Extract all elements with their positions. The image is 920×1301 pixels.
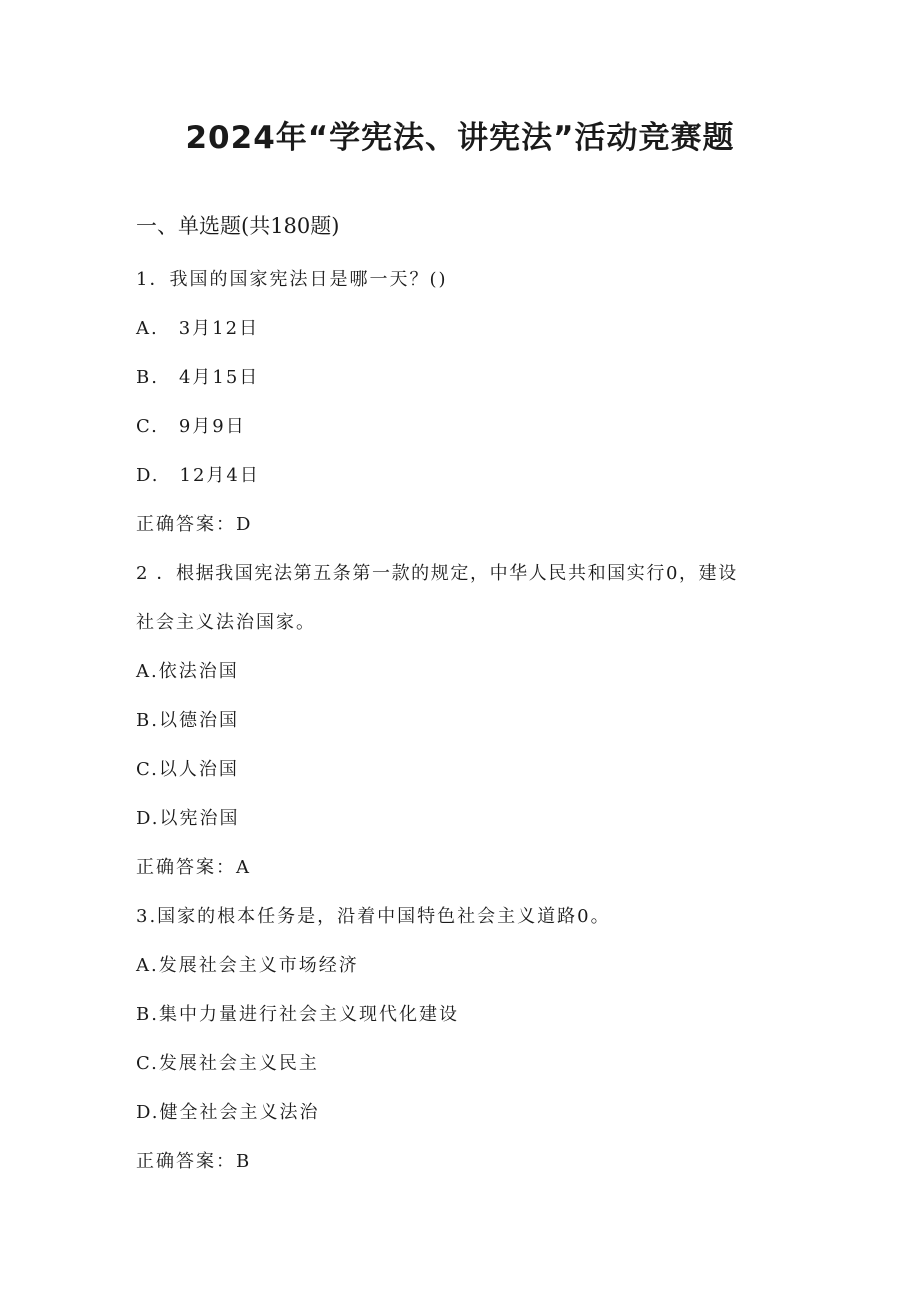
question-1-answer: 正确答案：D — [136, 514, 253, 535]
question-1-option-b: B. 4月15日 — [136, 367, 260, 388]
document-title: 2024年“学宪法、讲宪法”活动竞赛题 — [185, 120, 735, 156]
question-2-option-d: D.以宪治国 — [136, 808, 240, 829]
question-2-stem-line1: 2 ．根据我国宪法第五条第一款的规定，中华人民共和国实行0，建设 — [136, 563, 738, 584]
question-2-stem-line2: 社会主义法治国家。 — [136, 612, 316, 633]
question-1-option-c: C. 9月9日 — [136, 416, 246, 437]
question-3-answer: 正确答案：B — [136, 1151, 252, 1172]
question-2-answer: 正确答案：A — [136, 857, 251, 878]
question-3-stem: 3.国家的根本任务是，沿着中国特色社会主义道路0。 — [136, 906, 611, 927]
question-3-option-a: A.发展社会主义市场经济 — [136, 955, 359, 976]
question-2-option-b: B.以德治国 — [136, 710, 239, 731]
question-1-stem: 1．我国的国家宪法日是哪一天？() — [136, 269, 448, 290]
section-heading: 一、单选题(共180题) — [136, 214, 340, 238]
question-2-option-a: A.依法治国 — [136, 661, 239, 682]
question-3-option-d: D.健全社会主义法治 — [136, 1102, 320, 1123]
question-3-option-c: C.发展社会主义民主 — [136, 1053, 319, 1074]
question-1-option-d: D. 12月4日 — [136, 465, 260, 486]
question-1-option-a: A. 3月12日 — [136, 318, 260, 339]
question-3-option-b: B.集中力量进行社会主义现代化建设 — [136, 1004, 459, 1025]
question-2-option-c: C.以人治国 — [136, 759, 239, 780]
